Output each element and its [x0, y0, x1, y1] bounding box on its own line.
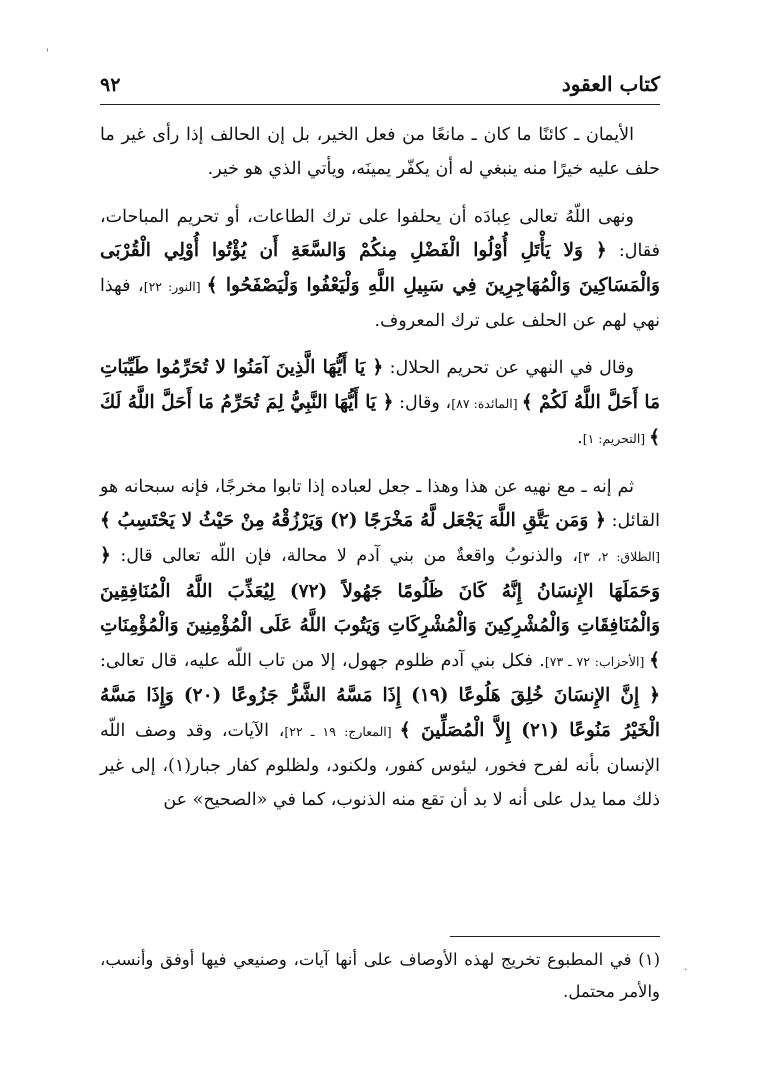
paragraph: [100, 200, 660, 339]
body-text: ثم إنه ـ مع نهيه عن هذا وهذا ـ جعل لعباده إذا تابوا مخرجًا، فإنه سبحانه هو القائل:: [100, 476, 660, 532]
header-rule: [100, 104, 660, 105]
running-header: [100, 72, 660, 106]
scan-speck: ': [46, 48, 49, 59]
paragraph: [100, 351, 660, 456]
footnote-rule: [450, 936, 660, 937]
footnote-text: في المطبوع تخريج لهذه الأوصاف على أنها آيات، وصنيعي فيها أوفق وأنسب، والأمر محتمل.: [100, 950, 660, 1001]
quran-quote: ﴿ يَا أَيُّهَا الَّذِينَ آمَنُوا لا تُحَرِّمُوا طَيِّبَاتِ مَا أَحَلَّ اللَّهُ لَكُمْ ﴾: [100, 357, 660, 413]
body-text: ، فهذا نهي لهم عن الحلف على ترك المعروف.: [100, 275, 660, 332]
body-text: الأيمان ـ كائنًا ما كان ـ مانعًا من فعل الخير، بل إن الحالف إذا رأى غير ما حلف عليه خيرًا منه ينبغي له أن يكفّر يمينَه، ويأتي الذي هو خير.: [100, 125, 660, 180]
book-title: كتاب العقود: [561, 72, 660, 96]
quran-quote: ﴿ يَا أَيُّهَا النَّبِيُّ لِمَ تُحَرِّمُ مَا أَحَلَّ اللَّهُ لَكَ ﴾: [100, 391, 660, 449]
body-text: وقال في النهي عن تحريم الحلال:: [383, 358, 635, 379]
main-text: [100, 118, 660, 831]
paragraph: [100, 470, 660, 818]
body-text: ، الآيات، وقد وصف اللّه الإنسان بأنه لفرح فخور، ليئوس كفور، ولكنود، ولظلوم كفار جبار(١)، إلى غير ذلك مما يدل على أنه لا بد أن تقع منه الذنوب، كما في «الصحيح» عن: [100, 720, 660, 811]
body-text: ، والذنوبُ واقعةٌ من بني آدم لا محالة، فإن اللّه تعالى قال:: [110, 546, 579, 567]
body-text: ونهى اللّهُ تعالى عِبادَه أن يحلفوا على ترك الطاعات، أو تحريم المباحات، فقال:: [100, 206, 660, 262]
verse-reference: [الأحزاب: ٧٢ ـ ٧٣]: [544, 653, 650, 669]
verse-reference: [المائدة: ٨٧]: [451, 395, 522, 411]
quran-quote: ﴿ وَمَن يَتَّقِ اللَّهَ يَجْعَل لَّهُ مَخْرَجًا (٢) وَيَرْزُقْهُ مِنْ حَيْثُ لا يَحْتَسِبُ ﴾: [100, 510, 606, 532]
body-text: .: [577, 428, 583, 449]
verse-reference: [المعارج: ١٩ ـ ٢٢]: [284, 723, 400, 739]
quran-quote: ﴿ وَلا يَأْتَلِ أُوْلُوا الْفَضْلِ مِنكُمْ وَالسَّعَةِ أَن يُؤْتُوا أُوْلِي الْقُرْبَى وَالْمَسَاكِينَ وَالْمُهَاجِرِينَ فِي سَبِيلِ اللَّهِ وَلْيَعْفُوا وَلْيَصْفَحُوا ﴾: [100, 240, 660, 296]
verse-reference: [التحريم: ١]: [582, 431, 650, 447]
body-text: ، وقال:: [393, 392, 452, 413]
quran-quote: ﴿ وَحَمَلَهَا الإِنسَانُ إِنَّهُ كَانَ ظَلُومًا جَهُولاً (٧٢) لِيُعَذِّبَ اللَّهُ الْمُنَافِقِينَ وَالْمُنَافِقَاتِ وَالْمُشْرِكِينَ وَالْمُشْرِكَاتِ وَيَتُوبَ اللَّهُ عَلَى الْمُؤْمِنِينَ وَالْمُؤْمِنَاتِ ﴾: [100, 545, 660, 671]
verse-reference: [النور: ٢٢]: [143, 278, 207, 294]
quran-quote: ﴿ إِنَّ الإِنسَانَ خُلِقَ هَلُوعًا (١٩) إِذَا مَسَّهُ الشَّرُّ جَزُوعًا (٢٠) وَإِذَا مَسَّهُ الْخَيْرُ مَنُوعًا (٢١) إِلاَّ الْمُصَلِّينَ ﴾: [100, 685, 660, 741]
footnote-marker: (١): [638, 950, 660, 969]
scan-speck: .: [684, 962, 688, 973]
body-text: . فكل بني آدم ظلوم جهول، إلا من تاب اللّه عليه، قال تعالى:: [100, 650, 545, 671]
page-number: ٩٢: [100, 74, 121, 96]
paragraph: [100, 118, 660, 187]
footnote: [100, 944, 660, 1008]
verse-reference: [الطلاق: ٢، ٣]: [578, 549, 660, 565]
